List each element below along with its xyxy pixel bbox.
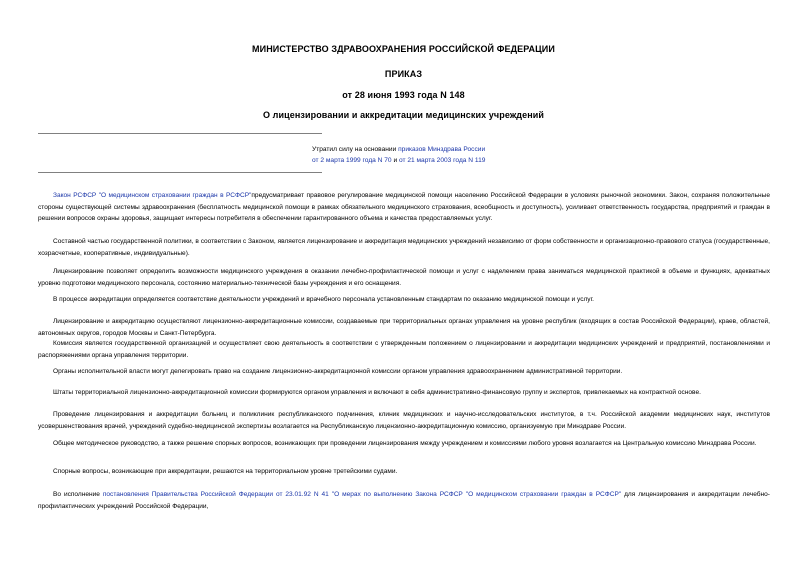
note-link-2003[interactable]: от 21 марта 2003 года N 119	[398, 157, 486, 164]
note-link-1999[interactable]: от 2 марта 1999 года N 70	[312, 157, 392, 164]
paragraph-10: Общее методическое руководство, а также решение спорных вопросов, возникающих при проведении лицензирования между учреждением и комиссиями любого уровня возлагается на Центральную комиссию Минздрава России.	[53, 440, 757, 447]
paragraph-1	[38, 190, 770, 225]
paragraph-8: Штаты территориальной лицензионно-аккредитационной комиссии формируются органом управления и включают в себя административно-финансовую группу и экспертов, привлекаемых на контрактной основе.	[53, 389, 701, 396]
date-number-heading: от 28 июня 1993 года N 148	[342, 90, 465, 100]
note-divider	[38, 172, 322, 173]
government-decree-link[interactable]: постановления Правительства Российской Федерации от 23.01.92 N 41 "О мерах по выполнению Закона РСФСР "О медицинском страховании граждан в РСФСР"	[102, 491, 622, 498]
paragraph-12	[38, 489, 770, 512]
paragraph-1-text: предусматривает правовое регулирование медицинской помощи населению Российской Федерации в условиях рыночной экономики. Закон, сохраняя положительные стороны существующей системы здравоохранения (бесплатность медицинской помощи в рамках обязательного медицинского страхования, всеобщность и доступность), усиливает ответственность государства, предприятий и граждан в решении вопросов охраны здоровья, защищает интересы потребителя в обеспечении гарантированного объема и качества предоставляемых услуг.	[38, 192, 770, 222]
paragraph-6: Комиссия является государственной организацией и осуществляет свою деятельность в соответствии с утвержденным положением о лицензировании и аккредитации медицинских учреждений и предприятий, постановлениями и распоряжениями органа управления территории.	[38, 340, 770, 359]
paragraph-11: Спорные вопросы, возникающие при аккредитации, решаются на территориальном уровне третейскими судами.	[53, 468, 398, 475]
top-divider	[38, 133, 322, 134]
paragraph-12-prefix: Во исполнение	[53, 491, 103, 498]
note-link-orders[interactable]: приказов Минздрава России	[398, 146, 486, 153]
paragraph-5: Лицензирование и аккредитацию осуществляют лицензионно-аккредитационные комиссии, создаваемые при территориальных органах управления на уровне республик (входящих в состав Российской Федерации), краев, областей, автономных округов, городов Москвы и Санкт-Петербурга.	[38, 318, 770, 337]
paragraph-7: Органы исполнительной власти могут делегировать право на создание лицензионно-аккредитационной комиссии органом управления здравоохранением административной территории.	[53, 368, 623, 375]
subject-heading: О лицензировании и аккредитации медицинских учреждений	[262, 110, 545, 120]
ministry-heading: МИНИСТЕРСТВО ЗДРАВООХРАНЕНИЯ РОССИЙСКОЙ ФЕДЕРАЦИИ	[252, 44, 555, 54]
paragraph-12-suffix: для лицензирования и аккредитации лечебно-профилактических учреждений Российской Федерации,	[38, 491, 770, 510]
paragraph-2: Составной частью государственной политики, в соответствии с Законом, является лицензирование и аккредитация медицинских учреждений независимо от форм собственности и организационно-правового статуса (государственные, хозрасчетные, кооперативные, индивидуальные).	[38, 238, 770, 257]
revocation-note	[312, 144, 612, 166]
paragraph-9: Проведение лицензирования и аккредитации больниц и поликлиник республиканского подчинения, клиник медицинских и научно-исследовательских институтов, в т.ч. Российской академии медицинских наук, институтов усовершенствования врачей, учреждений судебно-медицинской экспертизы возлагается на Республиканскую лицензионно-аккредитационную комиссию, организуемую при Минздраве России.	[38, 411, 770, 430]
paragraph-4: В процессе аккредитации определяется соответствие деятельности учреждений и врачебного персонала установленным стандартам по оказанию медицинской помощи и услуг.	[53, 296, 594, 303]
doc-type-heading: ПРИКАЗ	[384, 69, 423, 79]
paragraph-3: Лицензирование позволяет определить возможности медицинского учреждения в оказании лечебно-профилактической помощи и услуг с наделением права заниматься медицинской практикой в объеме и функциях, адекватных уровню подготовки медицинского персонала, состоянию материально-технической базы учреждения и его оснащения.	[38, 268, 770, 287]
note-middle: и	[391, 157, 399, 164]
note-prefix: Утратил силу на основании	[312, 146, 399, 153]
law-link[interactable]: Закон РСФСР "О медицинском страховании граждан в РСФСР"	[53, 192, 252, 199]
